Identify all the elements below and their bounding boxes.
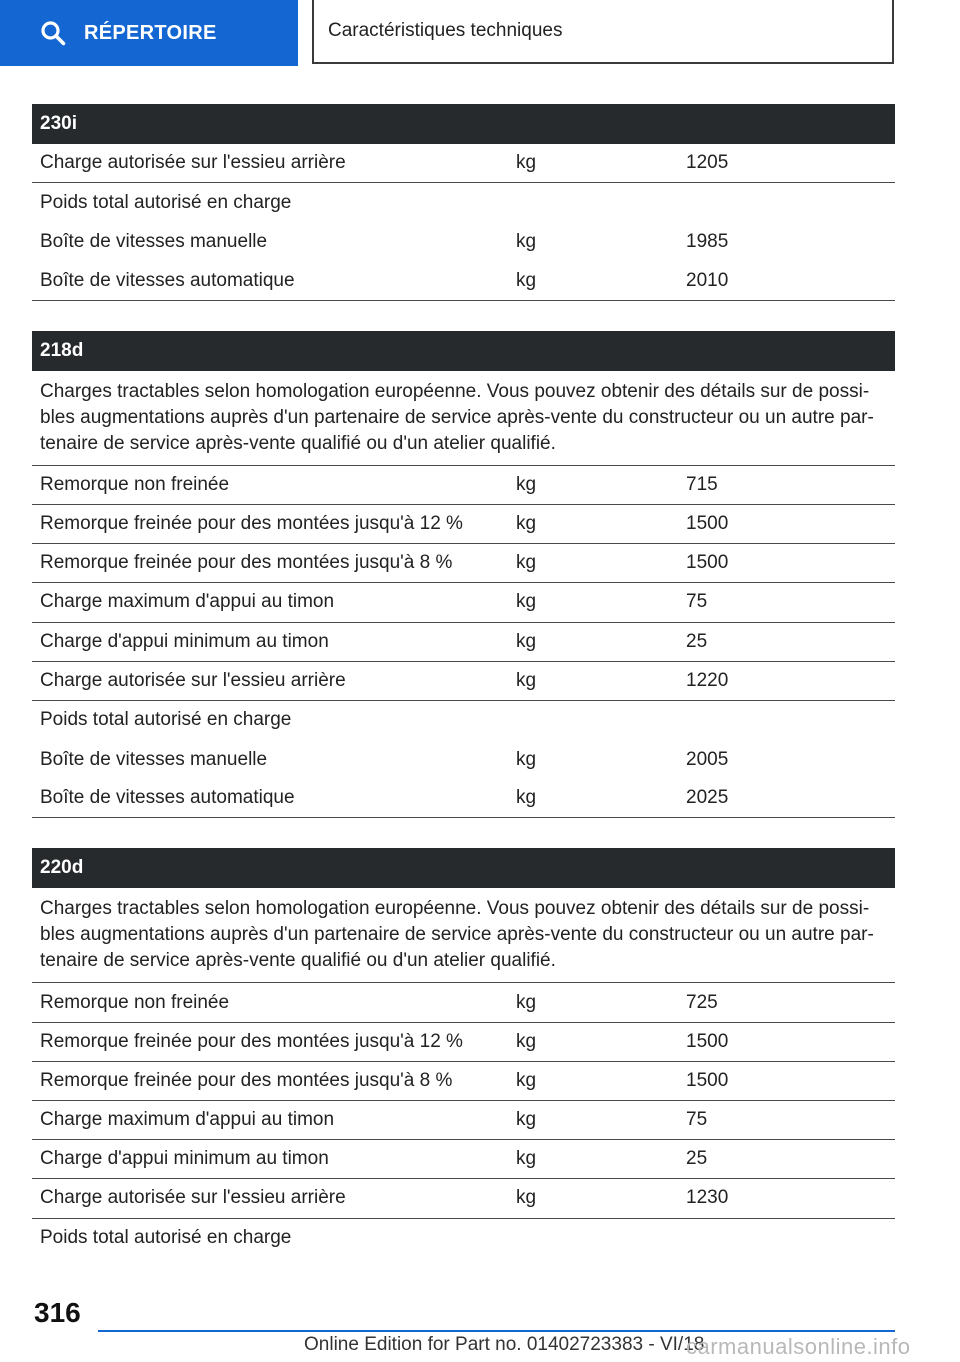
row-label: Remorque freinée pour des montées jusqu'à 8 % <box>40 1069 453 1091</box>
row-value: 75 <box>686 591 708 613</box>
row-value: 725 <box>686 991 718 1013</box>
watermark: carmanualsonline.info <box>686 1334 911 1359</box>
row-label: Poids total autorisé en charge <box>40 709 292 731</box>
row-label: Remorque non freinée <box>40 473 230 495</box>
row-value: 2005 <box>686 748 729 770</box>
table-row <box>32 983 895 1022</box>
row-label: Remorque non freinée <box>40 991 230 1013</box>
row-label: Charge d'appui minimum au timon <box>40 1148 329 1170</box>
row-unit: kg <box>516 473 537 495</box>
row-label: Charge autorisée sur l'essieu arrière <box>40 152 346 174</box>
row-unit: kg <box>516 787 537 809</box>
repertoire-label: RÉPERTOIRE <box>84 21 217 44</box>
row-unit: kg <box>516 991 537 1013</box>
section-title: Caractéristiques techniques <box>312 0 894 64</box>
row-value: 25 <box>686 1148 708 1170</box>
spec-section <box>32 848 895 1257</box>
row-label: Remorque freinée pour des montées jusqu'à 12 % <box>40 1030 463 1052</box>
table-row <box>32 505 895 544</box>
table-row <box>32 779 895 818</box>
row-unit: kg <box>516 1187 537 1209</box>
page-header <box>0 0 960 66</box>
row-label: Remorque freinée pour des montées jusqu'à 8 % <box>40 552 453 574</box>
row-value: 1985 <box>686 230 729 252</box>
row-value: 75 <box>686 1109 708 1131</box>
row-value: 2025 <box>686 787 729 809</box>
row-value: 1220 <box>686 669 729 691</box>
section-note: Charges tractables selon homologation européenne. Vous pouvez obtenir des détails sur de possibles augmentations auprès d'un partenaire de service après-vente du constructeur ou un autre partenaire de service après-vente qualifié ou d'un atelier qualifié. <box>32 888 895 983</box>
row-unit: kg <box>516 1030 537 1052</box>
row-unit: kg <box>516 552 537 574</box>
table-row <box>32 583 895 622</box>
spec-tables <box>32 104 895 1288</box>
table-row <box>32 1023 895 1062</box>
row-label: Boîte de vitesses automatique <box>40 269 295 291</box>
table-row <box>32 1062 895 1101</box>
row-unit: kg <box>516 513 537 535</box>
row-label: Charge autorisée sur l'essieu arrière <box>40 669 346 691</box>
row-unit: kg <box>516 269 537 291</box>
page-number: 316 <box>34 1297 81 1328</box>
row-label: Poids total autorisé en charge <box>40 191 292 213</box>
row-label: Poids total autorisé en charge <box>40 1227 292 1249</box>
table-row <box>32 1179 895 1218</box>
repertoire-button[interactable] <box>0 0 298 66</box>
table-row <box>32 1101 895 1140</box>
row-value: 1500 <box>686 513 729 535</box>
row-value: 25 <box>686 630 708 652</box>
table-row <box>32 623 895 662</box>
row-value: 1500 <box>686 1069 729 1091</box>
table-row <box>32 1140 895 1179</box>
row-unit: kg <box>516 591 537 613</box>
row-label: Boîte de vitesses manuelle <box>40 230 268 252</box>
row-label: Charge maximum d'appui au timon <box>40 591 335 613</box>
table-row <box>32 662 895 701</box>
table-row <box>32 1219 895 1258</box>
section-header: 218d <box>32 331 895 371</box>
row-value: 715 <box>686 473 718 495</box>
footer-divider <box>98 1330 895 1332</box>
row-label: Charge autorisée sur l'essieu arrière <box>40 1187 346 1209</box>
row-unit: kg <box>516 1069 537 1091</box>
edition-text: Online Edition for Part no. 01402723383 - VI/18 <box>304 1334 705 1355</box>
row-unit: kg <box>516 152 537 174</box>
row-label: Remorque freinée pour des montées jusqu'à 12 % <box>40 513 463 535</box>
row-unit: kg <box>516 1148 537 1170</box>
table-row <box>32 466 895 505</box>
row-unit: kg <box>516 630 537 652</box>
row-value: 1500 <box>686 1030 729 1052</box>
row-unit: kg <box>516 1109 537 1131</box>
spec-section <box>32 104 895 301</box>
row-unit: kg <box>516 748 537 770</box>
row-label: Boîte de vitesses automatique <box>40 787 295 809</box>
section-header: 230i <box>32 104 895 144</box>
table-row <box>32 701 895 740</box>
section-note: Charges tractables selon homologation européenne. Vous pouvez obtenir des détails sur de possibles augmentations auprès d'un partenaire de service après-vente du constructeur ou un autre partenaire de service après-vente qualifié ou d'un atelier qualifié. <box>32 371 895 466</box>
spec-section <box>32 331 895 819</box>
row-label: Boîte de vitesses manuelle <box>40 748 268 770</box>
table-row <box>32 740 895 779</box>
row-label: Charge d'appui minimum au timon <box>40 630 329 652</box>
table-row <box>32 144 895 183</box>
row-value: 1500 <box>686 552 729 574</box>
row-label: Charge maximum d'appui au timon <box>40 1109 335 1131</box>
table-row <box>32 222 895 261</box>
row-value: 2010 <box>686 269 729 291</box>
search-icon <box>40 20 66 46</box>
row-value: 1205 <box>686 152 729 174</box>
section-header: 220d <box>32 848 895 888</box>
table-row <box>32 262 895 301</box>
row-unit: kg <box>516 230 537 252</box>
table-row <box>32 544 895 583</box>
table-row <box>32 183 895 222</box>
row-value: 1230 <box>686 1187 729 1209</box>
row-unit: kg <box>516 669 537 691</box>
